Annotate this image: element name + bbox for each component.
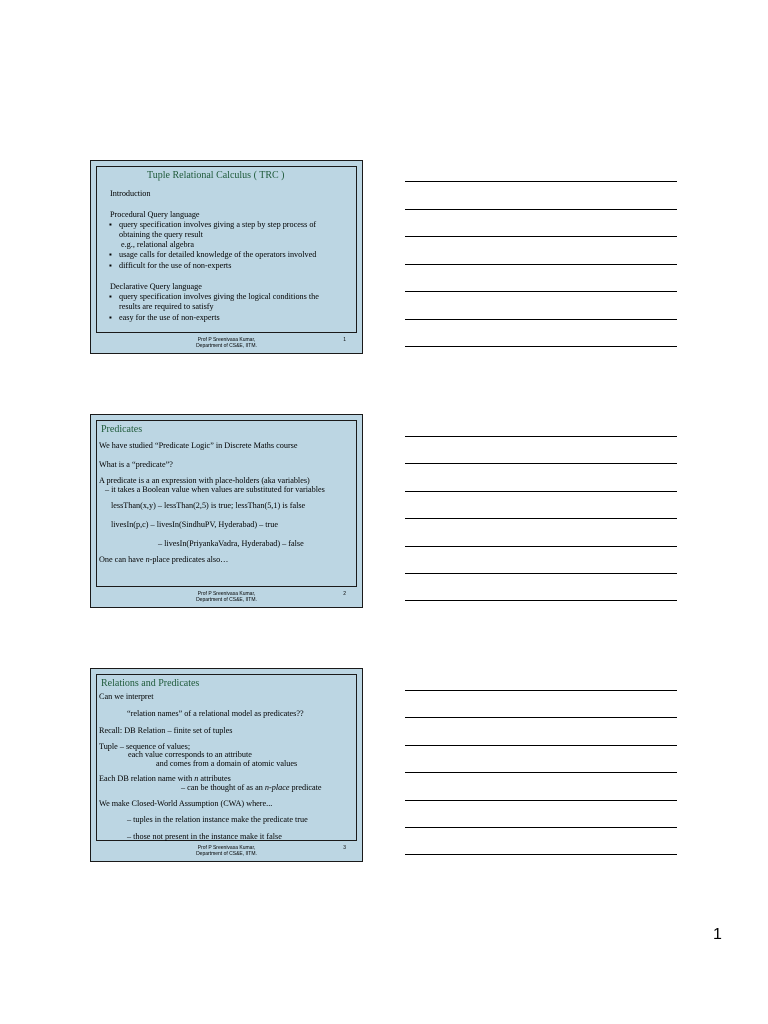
slide-3-line — [181, 783, 322, 793]
slide-1-bullet: ▪ usage calls for detailed knowledge of the operators involved — [119, 250, 316, 260]
footer-author: Prof P Sreenivasa Kumar, — [197, 845, 256, 851]
note-line — [405, 264, 677, 265]
slide-3-line: – tuples in the relation instance make the predicate true — [127, 815, 308, 824]
note-line — [405, 319, 677, 320]
footer-department: Department of CS&E, IITM. — [196, 597, 257, 603]
slide-1-line: Introduction — [110, 189, 151, 198]
text-run: Each DB relation name with — [99, 774, 195, 783]
note-line — [405, 854, 677, 855]
slide-1-line: results are required to satisfy — [119, 302, 214, 311]
note-line — [405, 546, 677, 547]
slide-3-line: Can we interpret — [99, 692, 154, 701]
slide-2-number: 2 — [343, 591, 346, 597]
text-run: – can be thought of as an — [181, 783, 265, 792]
footer-department: Department of CS&E, IITM. — [196, 851, 257, 857]
slide-1-bullet: ▪ query specification involves giving a step by step process of — [119, 220, 316, 230]
slide-2-line: livesIn(p,c) – livesIn(SindhuPV, Hyderabad) – true — [111, 520, 278, 529]
text-run: attributes — [198, 774, 231, 783]
text-run-italic: n — [145, 555, 150, 564]
note-line — [405, 600, 677, 601]
slide-3-line: – those not present in the instance make it false — [127, 832, 282, 841]
note-line — [405, 491, 677, 492]
note-line — [405, 690, 677, 691]
slide-1-title: Tuple Relational Calculus ( TRC ) — [147, 170, 285, 181]
note-line — [405, 346, 677, 347]
text-run-italic: n — [194, 774, 199, 783]
note-line — [405, 827, 677, 828]
page-number: 1 — [713, 926, 722, 943]
note-line — [405, 463, 677, 464]
slide-3-line: Recall: DB Relation – finite set of tuples — [99, 726, 233, 735]
note-line — [405, 717, 677, 718]
slide-2-line: We have studied “Predicate Logic” in Discrete Maths course — [99, 441, 298, 450]
slide-3-title: Relations and Predicates — [101, 678, 200, 689]
slide-1-number: 1 — [343, 337, 346, 343]
slide-1-footer — [91, 337, 362, 349]
slide-3-line: each value corresponds to an attribute — [128, 750, 252, 759]
slide-1-bullet: ▪ query specification involves giving the logical conditions the — [119, 292, 319, 302]
slide-1-line: Declarative Query language — [110, 282, 202, 291]
slide-2-footer — [91, 591, 362, 603]
slide-3 — [90, 668, 363, 862]
footer-author: Prof P Sreenivasa Kumar, — [197, 337, 256, 343]
text-run: One can have — [99, 555, 146, 564]
note-line — [405, 291, 677, 292]
slide-3-footer — [91, 845, 362, 857]
note-line — [405, 518, 677, 519]
slide-2-line — [99, 555, 228, 565]
slide-2-line: A predicate is a an expression with place-holders (aka variables) — [99, 476, 310, 485]
note-line — [405, 772, 677, 773]
footer-department: Department of CS&E, IITM. — [196, 343, 257, 349]
text-run-italic: n-place — [264, 783, 290, 792]
slide-2-line: lessThan(x,y) – lessThan(2,5) is true; lessThan(5,1) is false — [111, 501, 306, 510]
slide-1-line: obtaining the query result — [119, 230, 203, 239]
slide-3-line: Tuple – sequence of values; — [99, 742, 191, 751]
slide-1-bullet: ▪ difficult for the use of non-experts — [119, 261, 231, 271]
note-line — [405, 800, 677, 801]
note-line — [405, 745, 677, 746]
note-line — [405, 436, 677, 437]
slide-3-line: and comes from a domain of atomic values — [156, 759, 298, 768]
slide-2-line: – livesIn(PriyankaVadra, Hyderabad) – false — [158, 539, 304, 548]
slide-3-line: We make Closed-World Assumption (CWA) where... — [99, 799, 273, 808]
slide-1-line: Procedural Query language — [110, 210, 200, 219]
note-line — [405, 236, 677, 237]
slide-3-number: 3 — [343, 845, 346, 851]
slide-2-line: – it takes a Boolean value when values are substituted for variables — [105, 485, 325, 494]
text-run: predicate — [289, 783, 322, 792]
note-line — [405, 181, 677, 182]
slide-1-line: e.g., relational algebra — [121, 240, 194, 249]
slide-1 — [90, 160, 363, 354]
note-line — [405, 209, 677, 210]
footer-author: Prof P Sreenivasa Kumar, — [197, 591, 256, 597]
slide-2-line: What is a “predicate”? — [99, 460, 173, 469]
slide-2-title: Predicates — [101, 424, 143, 435]
note-line — [405, 573, 677, 574]
text-run: -place predicates also… — [149, 555, 229, 564]
slide-1-bullet: ▪ easy for the use of non-experts — [119, 313, 220, 323]
slide-2 — [90, 414, 363, 608]
slide-3-line: “relation names” of a relational model as predicates?? — [127, 709, 304, 718]
